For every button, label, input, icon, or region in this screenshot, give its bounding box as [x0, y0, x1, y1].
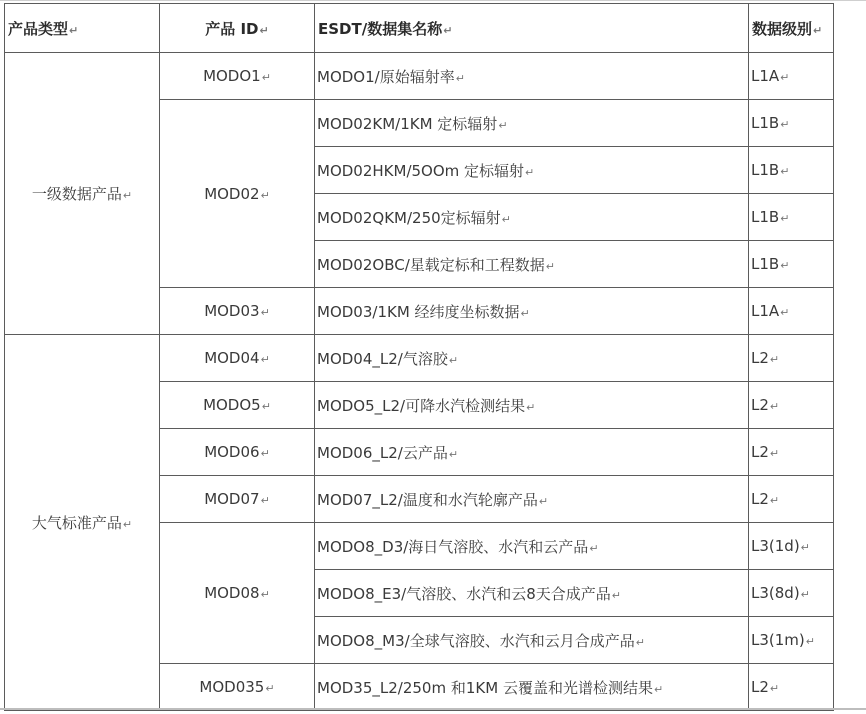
data-level-cell [749, 382, 834, 429]
para-mark: ↵ [538, 494, 549, 508]
data-level-text: L1A [751, 302, 780, 320]
dataset-name-text: MOD07_L2/温度和水汽轮廓产品 [317, 490, 538, 509]
header-dataset-name: ESDT/数据集名称↵ [315, 4, 749, 53]
para-mark: ↵ [769, 494, 780, 507]
para-mark: ↵ [635, 635, 645, 649]
product-id-text: MOD03 [204, 302, 260, 320]
product-id-cell [160, 664, 315, 711]
product-id-cell [160, 523, 315, 664]
para-mark: ↵ [780, 259, 790, 272]
dataset-name-cell [315, 335, 749, 382]
para-mark: ↵ [525, 165, 535, 179]
bottom-divider [0, 708, 866, 710]
dataset-name-cell [315, 429, 749, 476]
dataset-name-cell [315, 147, 749, 194]
data-level-text: L1A [751, 67, 780, 85]
product-id-cell [160, 53, 315, 100]
data-level-text: L3(8d) [751, 584, 800, 602]
para-mark: ↵ [448, 447, 459, 461]
data-level-cell [749, 100, 834, 147]
dataset-name-text: MOD03/1KM 经纬度坐标数据 [317, 302, 520, 321]
dataset-name-text: MODO8_E3/气溶胶、水汽和云8天合成产品 [317, 584, 611, 603]
para-mark: ↵ [501, 212, 511, 226]
dataset-name-cell [315, 53, 749, 100]
product-type-cell [5, 335, 160, 711]
data-level-cell [749, 429, 834, 476]
dataset-name-text: MOD04_L2/气溶胶 [317, 349, 448, 368]
para-mark: ↵ [611, 588, 621, 602]
data-level-cell [749, 241, 834, 288]
para-mark: ↵ [448, 353, 459, 367]
data-level-cell [749, 523, 834, 570]
product-id-cell [160, 429, 315, 476]
dataset-name-text: MOD06_L2/云产品 [317, 443, 448, 462]
data-level-text: L2 [751, 443, 769, 461]
data-level-cell [749, 664, 834, 711]
dataset-name-cell [315, 100, 749, 147]
dataset-name-text: MODO8_D3/海日气溶胶、水汽和云产品 [317, 537, 589, 556]
para-mark: ↵ [780, 71, 790, 84]
dataset-name-text: MOD02KM/1KM 定标辐射 [317, 114, 498, 133]
header-product-type: 产品类型↵ [5, 4, 160, 53]
top-divider [0, 0, 866, 1]
para-mark: ↵ [260, 353, 270, 366]
data-level-text: L2 [751, 349, 769, 367]
para-mark: ↵ [800, 588, 810, 601]
dataset-name-cell [315, 194, 749, 241]
para-mark: ↵ [520, 306, 530, 320]
para-mark: ↵ [526, 400, 536, 414]
product-id-text: MODO1 [203, 67, 261, 85]
dataset-name-text: MOD35_L2/250m 和1KM 云覆盖和光谱检测结果 [317, 678, 653, 697]
para-mark: ↵ [498, 118, 508, 132]
para-mark: ↵ [589, 541, 599, 555]
product-id-text: MOD07 [204, 490, 260, 508]
product-id-text: MOD08 [204, 584, 260, 602]
data-level-cell [749, 570, 834, 617]
para-mark: ↵ [780, 212, 790, 225]
dataset-name-cell [315, 523, 749, 570]
para-mark: ↵ [653, 682, 664, 696]
para-mark: ↵ [769, 682, 780, 695]
para-mark: ↵ [261, 400, 271, 413]
para-mark: ↵ [769, 400, 780, 413]
table-row [5, 53, 834, 100]
data-level-text: L3(1m) [751, 631, 805, 649]
table-row [5, 335, 834, 382]
product-id-cell [160, 335, 315, 382]
dataset-name-cell [315, 382, 749, 429]
para-mark: ↵ [260, 588, 270, 601]
data-level-text: L1B [751, 161, 780, 179]
para-mark: ↵ [545, 259, 555, 273]
dataset-name-text: MOD02QKM/250定标辐射 [317, 208, 501, 227]
data-level-cell [749, 53, 834, 100]
header-product-id: 产品 ID↵ [160, 4, 315, 53]
dataset-name-cell [315, 570, 749, 617]
data-level-text: L3(1d) [751, 537, 800, 555]
product-id-text: MOD035 [199, 678, 265, 696]
product-id-text: MOD04 [204, 349, 260, 367]
para-mark: ↵ [260, 188, 270, 202]
data-level-text: L1B [751, 255, 780, 273]
para-mark: ↵ [261, 71, 271, 84]
para-mark: ↵ [800, 541, 810, 554]
para-mark: ↵ [260, 447, 270, 460]
modis-product-table [4, 3, 834, 711]
data-level-text: L1B [751, 208, 780, 226]
para-mark: ↵ [260, 494, 270, 507]
data-level-cell [749, 288, 834, 335]
table-header-row [5, 4, 834, 53]
product-id-cell [160, 382, 315, 429]
para-mark: ↵ [769, 447, 780, 460]
product-id-text: MODO5 [203, 396, 261, 414]
dataset-name-text: MODO8_M3/全球气溶胶、水汽和云月合成产品 [317, 631, 635, 650]
para-mark: ↵ [780, 306, 790, 319]
dataset-name-cell [315, 288, 749, 335]
data-level-cell [749, 476, 834, 523]
dataset-name-cell [315, 664, 749, 711]
para-mark: ↵ [780, 118, 790, 131]
product-id-text: MOD06 [204, 443, 260, 461]
data-level-text: L2 [751, 490, 769, 508]
product-id-cell [160, 288, 315, 335]
data-level-text: L2 [751, 396, 769, 414]
dataset-name-text: MOD02HKM/5OOm 定标辐射 [317, 161, 525, 180]
dataset-name-cell [315, 241, 749, 288]
dataset-name-cell [315, 476, 749, 523]
product-id-cell [160, 476, 315, 523]
data-level-text: L2 [751, 678, 769, 696]
para-mark: ↵ [455, 71, 465, 85]
data-level-cell [749, 335, 834, 382]
product-type-text: 一级数据产品 [31, 185, 122, 203]
data-level-text: L1B [751, 114, 780, 132]
product-id-cell [160, 100, 315, 288]
data-level-cell [749, 194, 834, 241]
dataset-name-cell [315, 617, 749, 664]
product-type-cell [5, 53, 160, 335]
para-mark: ↵ [260, 306, 270, 319]
data-level-cell [749, 147, 834, 194]
dataset-name-text: MOD02OBC/星载定标和工程数据 [317, 255, 545, 274]
para-mark: ↵ [805, 635, 815, 648]
para-mark: ↵ [769, 353, 780, 366]
para-mark: ↵ [780, 165, 790, 178]
dataset-name-text: MODO5_L2/可降水汽检测结果 [317, 396, 526, 415]
data-level-cell [749, 617, 834, 664]
product-id-text: MOD02 [204, 184, 260, 203]
product-type-text: 大气标准产品 [31, 514, 122, 532]
header-data-level: 数据级别↵ [749, 4, 834, 53]
para-mark: ↵ [122, 518, 133, 531]
para-mark: ↵ [122, 189, 133, 202]
para-mark: ↵ [265, 682, 275, 695]
dataset-name-text: MODO1/原始辐射率 [317, 67, 455, 86]
